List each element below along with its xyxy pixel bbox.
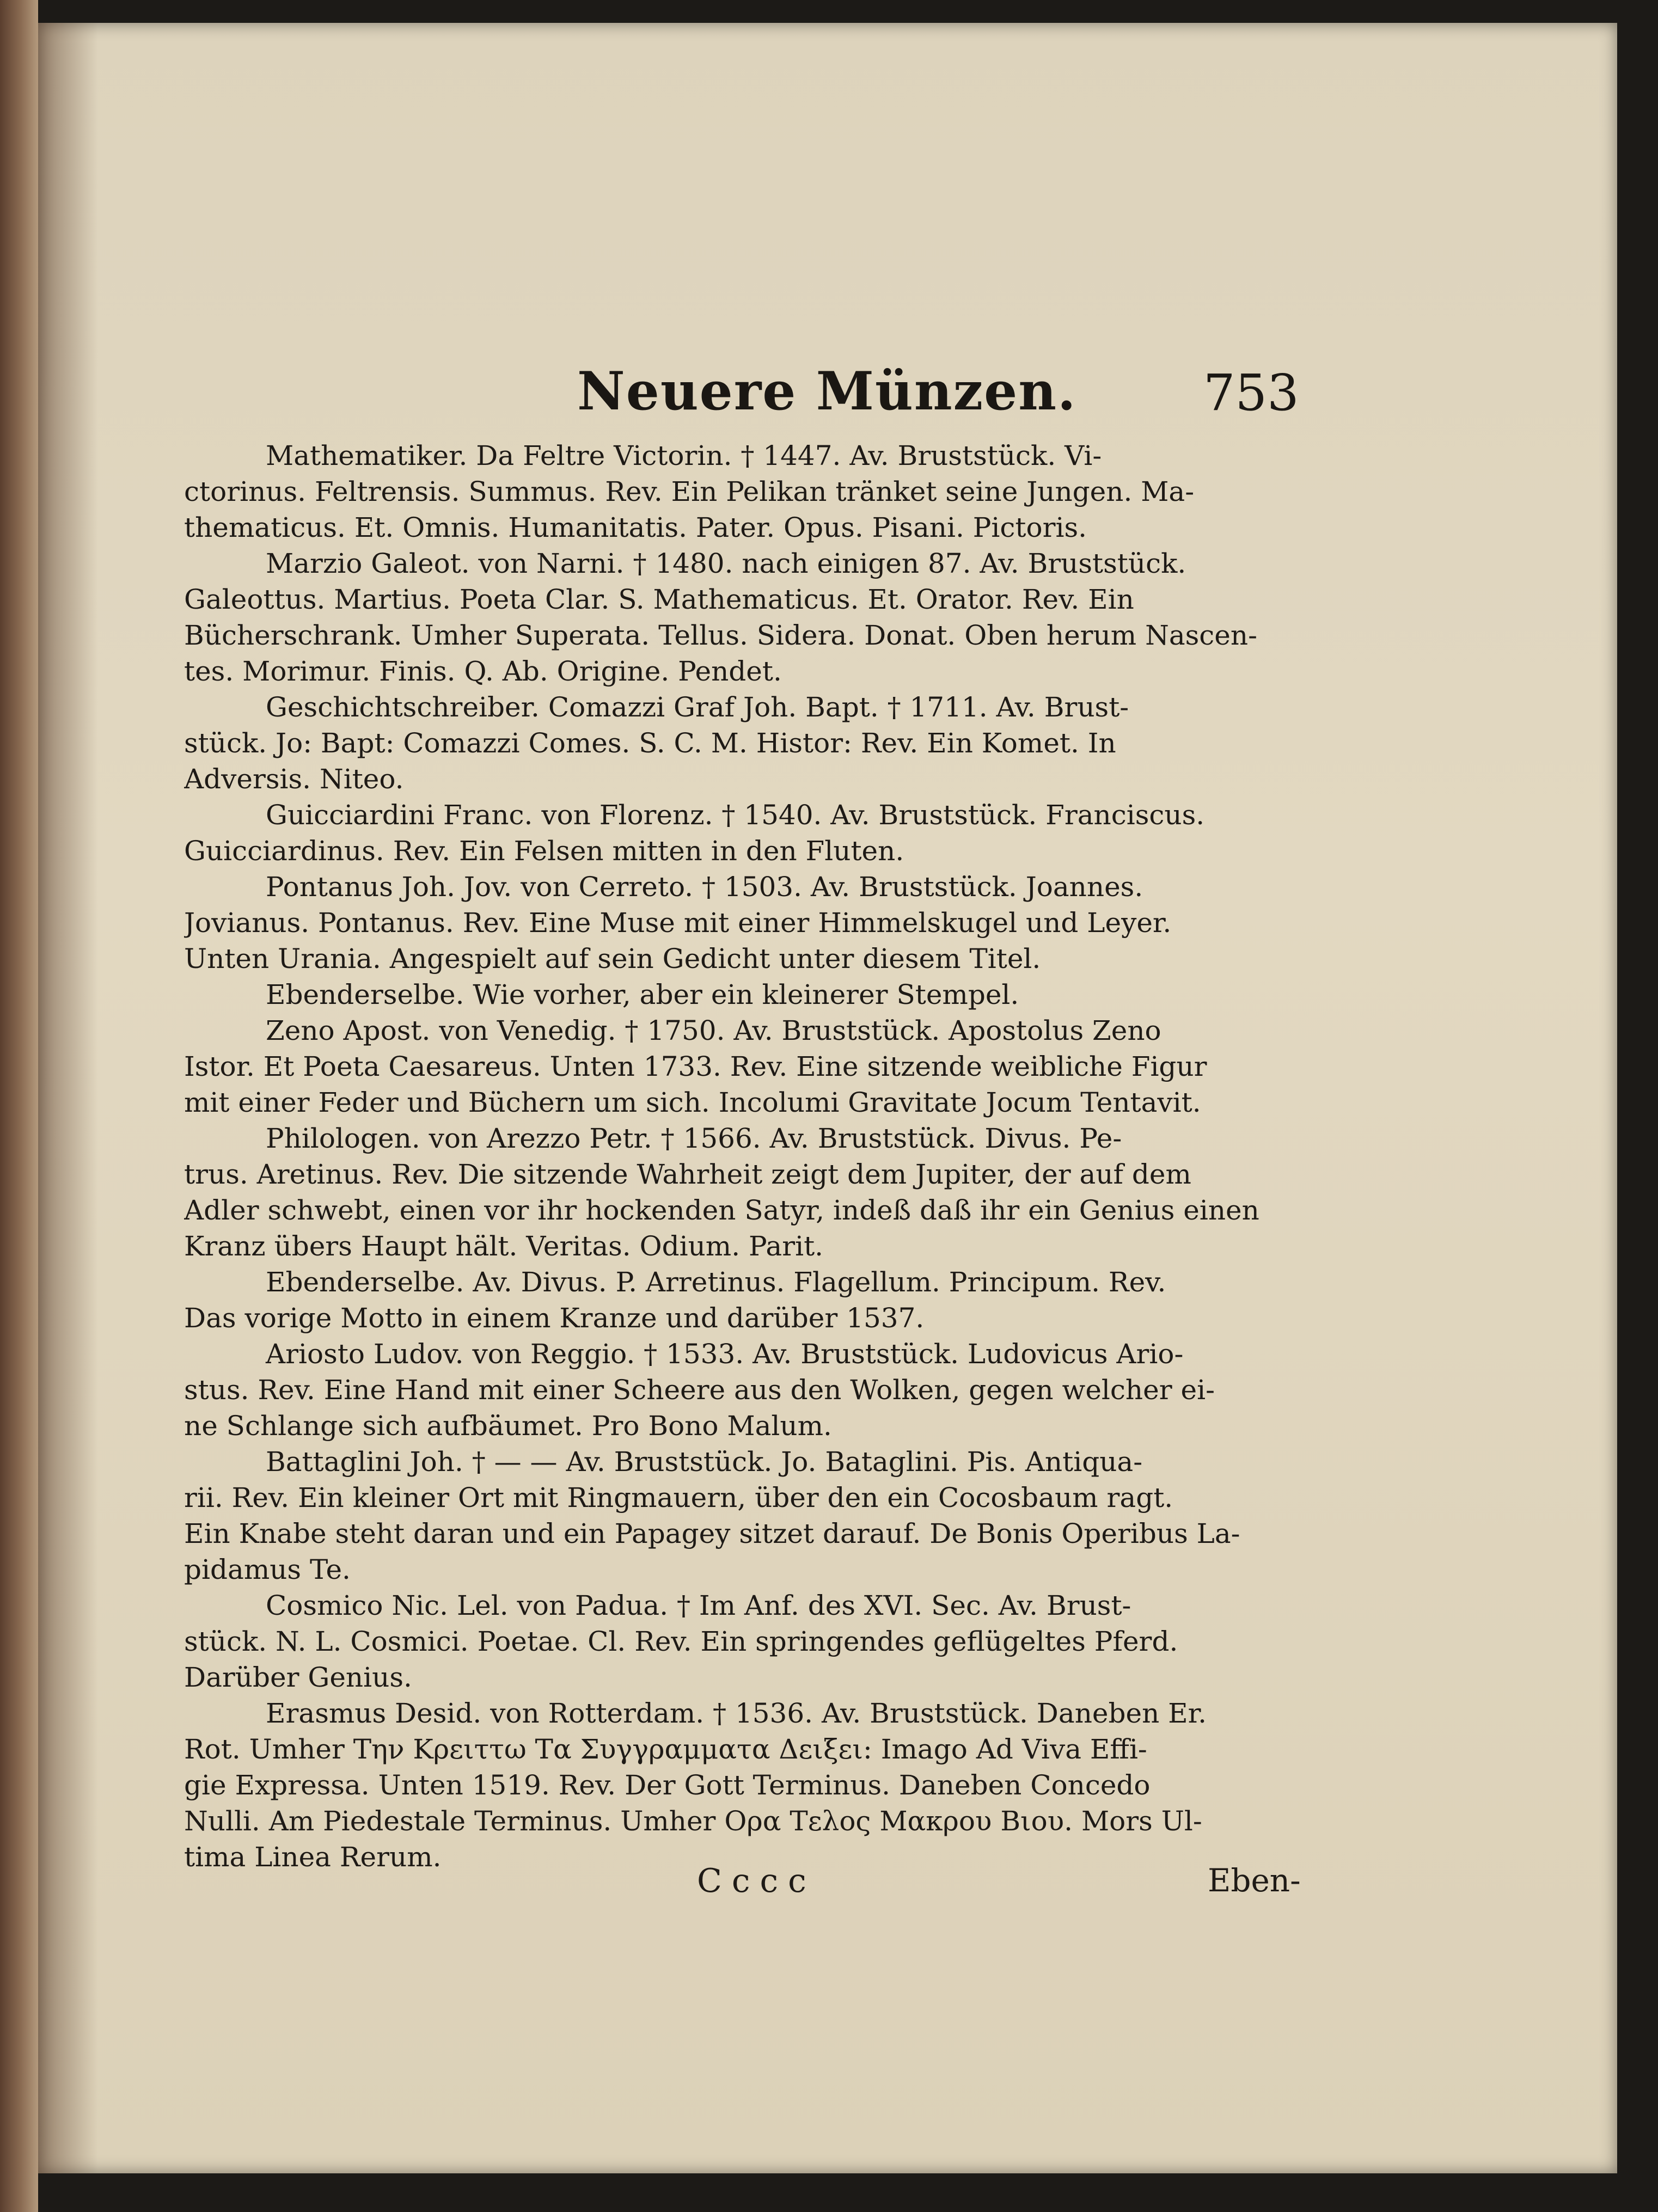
text-line: mit einer Feder und Büchern um sich. Incolumi Gravitate Jocum Tentavit. [184,1087,1201,1118]
text-line: Zeno Apost. von Venedig. † 1750. Av. Bruststück. Apostolus Zeno [266,1015,1161,1046]
text-line: Ariosto Ludov. von Reggio. † 1533. Av. Bruststück. Ludovicus Ario- [266,1338,1184,1370]
text-line: gie Expressa. Unten 1519. Rev. Der Gott Terminus. Daneben Concedo [184,1769,1151,1801]
text-line: stück. Jo: Bapt: Comazzi Comes. S. C. M. Histor: Rev. Ein Komet. In [184,727,1116,759]
text-line: ne Schlange sich aufbäumet. Pro Bono Malum. [184,1410,832,1442]
text-line: trus. Aretinus. Rev. Die sitzende Wahrheit zeigt dem Jupiter, der auf dem [184,1159,1191,1190]
text-line: rii. Rev. Ein kleiner Ort mit Ringmauern, über den ein Cocosbaum ragt. [184,1482,1173,1514]
page [38,23,1617,2173]
text-line: Nulli. Am Piedestale Terminus. Umher Ορα Τελος Μακρου Βιου. Mors Ul- [184,1805,1202,1837]
text-line: Jovianus. Pontanus. Rev. Eine Muse mit einer Himmelskugel und Leyer. [184,907,1172,939]
text-line: Marzio Galeot. von Narni. † 1480. nach einigen 87. Av. Bruststück. [266,548,1186,579]
signature-mark: Cccc [697,1862,816,1900]
body-text [184,438,1333,1875]
catchword: Eben- [1208,1862,1301,1899]
text-line: Adler schwebt, einen vor ihr hockenden Satyr, indeß daß ihr ein Genius einen [184,1194,1259,1226]
text-line: Guicciardinus. Rev. Ein Felsen mitten in den Fluten. [184,835,904,867]
text-line: Das vorige Motto in einem Kranze und darüber 1537. [184,1302,925,1334]
text-line: ctorinus. Feltrensis. Summus. Rev. Ein Pelikan tränket seine Jungen. Ma- [184,476,1195,507]
text-line: Adversis. Niteo. [184,763,404,795]
text-line: Kranz übers Haupt hält. Veritas. Odium. Parit. [184,1230,824,1262]
gutter-shadow [38,23,98,2173]
running-title: Neuere Münzen. [577,360,1077,422]
text-line: Ein Knabe steht daran und ein Papagey sitzet darauf. De Bonis Operibus La- [184,1518,1240,1549]
text-line: stück. N. L. Cosmici. Poetae. Cl. Rev. Ein springendes geflügeltes Pferd. [184,1626,1178,1657]
text-line: pidamus Te. [184,1554,351,1585]
text-line: tima Linea Rerum. [184,1841,442,1873]
text-line: thematicus. Et. Omnis. Humanitatis. Pater. Opus. Pisani. Pictoris. [184,512,1087,543]
text-line: Mathematiker. Da Feltre Victorin. † 1447. Av. Bruststück. Vi- [266,440,1102,471]
text-line: Bücherschrank. Umher Superata. Tellus. Sidera. Donat. Oben herum Nascen- [184,620,1257,651]
text-line: stus. Rev. Eine Hand mit einer Scheere aus den Wolken, gegen welcher ei- [184,1374,1215,1406]
text-line: Unten Urania. Angespielt auf sein Gedicht unter diesem Titel. [184,943,1041,975]
text-line: Rot. Umher Την Κρειττω Τα Συγγραμματα Δειξει: Imago Ad Viva Effi- [184,1733,1147,1765]
footer [38,1862,1617,1911]
text-line: Geschichtschreiber. Comazzi Graf Joh. Bapt. † 1711. Av. Brust- [266,691,1129,723]
text-line: Erasmus Desid. von Rotterdam. † 1536. Av. Bruststück. Daneben Er. [266,1698,1207,1729]
text-line: Cosmico Nic. Lel. von Padua. † Im Anf. des XVI. Sec. Av. Brust- [266,1590,1131,1621]
text-line: Ebenderselbe. Av. Divus. P. Arretinus. Flagellum. Principum. Rev. [266,1266,1166,1298]
previous-page-edge [0,0,38,2212]
page-number: 753 [1203,364,1299,422]
text-line: Ebenderselbe. Wie vorher, aber ein kleinerer Stempel. [266,979,1019,1010]
text-line: Istor. Et Poeta Caesareus. Unten 1733. Rev. Eine sitzende weibliche Figur [184,1051,1207,1082]
text-line: Galeottus. Martius. Poeta Clar. S. Mathematicus. Et. Orator. Rev. Ein [184,584,1134,615]
text-line: Guicciardini Franc. von Florenz. † 1540. Av. Bruststück. Franciscus. [266,799,1205,831]
text-line: Philologen. von Arezzo Petr. † 1566. Av. Bruststück. Divus. Pe- [266,1123,1122,1154]
text-line: Pontanus Joh. Jov. von Cerreto. † 1503. Av. Bruststück. Joannes. [266,871,1143,903]
text-line: Darüber Genius. [184,1662,412,1693]
page-header [38,360,1617,426]
text-line: tes. Morimur. Finis. Q. Ab. Origine. Pendet. [184,655,782,687]
text-line: Battaglini Joh. † — — Av. Bruststück. Jo. Bataglini. Pis. Antiqua- [266,1446,1143,1478]
